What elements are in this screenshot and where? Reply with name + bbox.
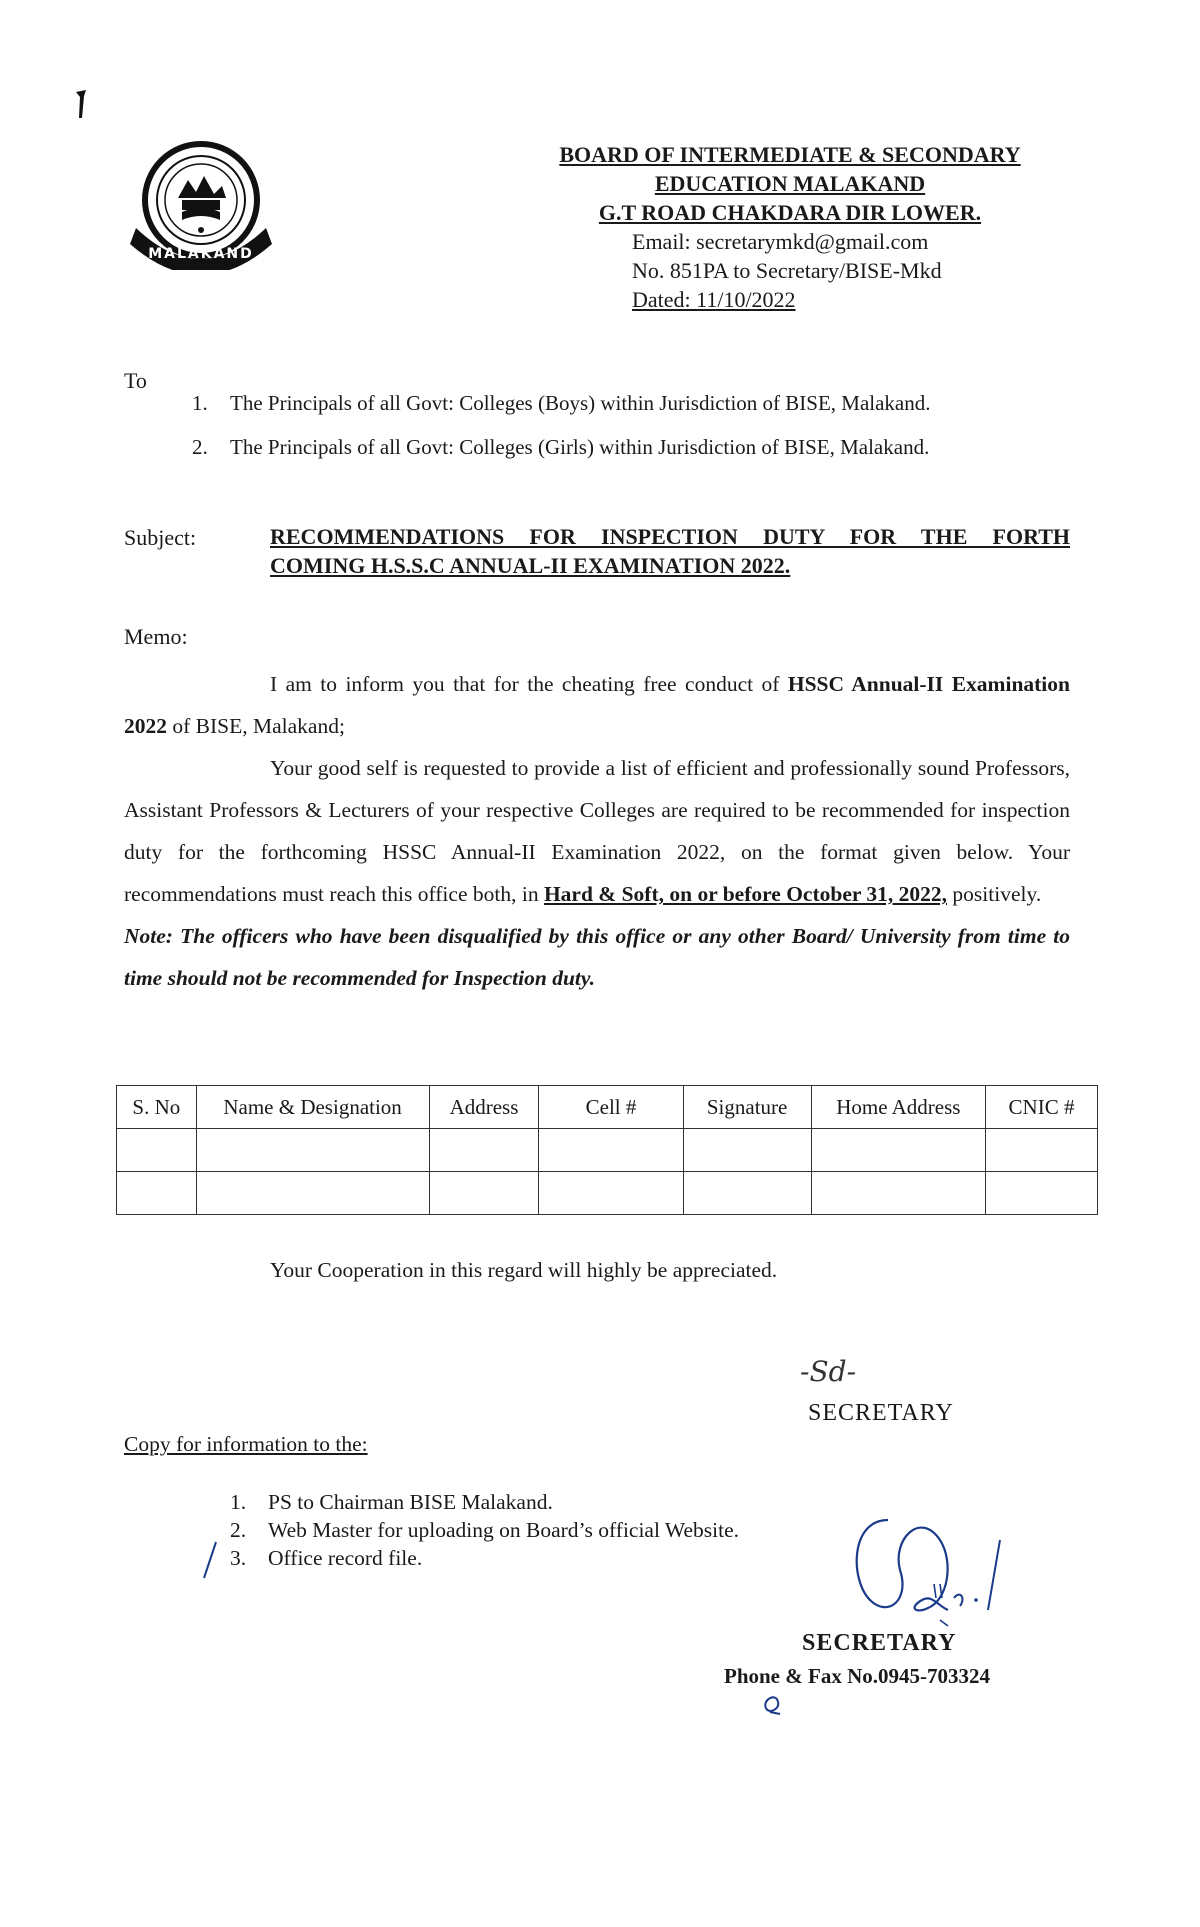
memo-paragraph-1: I am to inform you that for the cheating free conduct of HSSC Annual-II Examination 2022 of BISE, Malakand; — [124, 672, 1070, 738]
to-label: To — [124, 368, 147, 393]
sd-mark: -Sd- — [800, 1355, 857, 1388]
col-header: S. No — [117, 1086, 197, 1129]
list-item: 1. PS to Chairman BISE Malakand. — [230, 1490, 553, 1514]
col-header: CNIC # — [986, 1086, 1098, 1129]
cooperation-line: Your Cooperation in this regard will highly be appreciated. — [270, 1258, 778, 1282]
handwritten-signature-icon — [830, 1480, 1020, 1650]
copy-list — [226, 1488, 846, 1572]
board-address: G.T ROAD CHAKDARA DIR LOWER. — [598, 200, 982, 225]
initial-mark-icon — [760, 1688, 784, 1716]
subject-text: RECOMMENDATIONS FOR INSPECTION DUTY FOR THE FORTH COMING H.S.S.C ANNUAL-II EXAMINATION 2022. — [270, 524, 1070, 578]
reference-number: No. 851PA to Secretary/BISE-Mkd — [632, 258, 942, 283]
table-header-row — [117, 1086, 1098, 1129]
col-header: Home Address — [811, 1086, 985, 1129]
memo-note: Note: The officers who have been disqualified by this office or any other Board/ University from time to time should not be recommended for Inspection duty. — [124, 924, 1070, 990]
addressee-item: 1. The Principals of all Govt: Colleges (Boys) within Jurisdiction of BISE, Malakand. — [192, 391, 931, 415]
subject-label: Subject: — [124, 525, 197, 550]
letterhead — [520, 140, 1060, 314]
board-name-line1: BOARD OF INTERMEDIATE & SECONDARY — [559, 142, 1021, 167]
bise-malakand-seal-icon — [122, 140, 280, 270]
corner-mark-icon — [76, 90, 86, 118]
tick-mark-icon — [200, 1540, 220, 1580]
col-header: Cell # — [539, 1086, 683, 1129]
recommendation-format-table — [116, 1085, 1098, 1215]
list-item: 2. Web Master for uploading on Board’s official Website. — [230, 1518, 740, 1542]
list-item: 3. Office record file. — [230, 1546, 423, 1570]
phone-fax: Phone & Fax No.0945-703324 — [724, 1664, 990, 1688]
col-header: Address — [429, 1086, 539, 1129]
table-row — [117, 1172, 1098, 1215]
addressee-item: 2. The Principals of all Govt: Colleges (Girls) within Jurisdiction of BISE, Malakand. — [192, 435, 930, 459]
letter-date: Dated: 11/10/2022 — [632, 287, 796, 312]
board-email: Email: secretarymkd@gmail.com — [632, 229, 929, 254]
memo-body — [124, 663, 1070, 999]
col-header: Name & Designation — [196, 1086, 429, 1129]
secretary-label-2: SECRETARY — [802, 1630, 957, 1656]
table-row — [117, 1129, 1098, 1172]
copy-heading: Copy for information to the: — [124, 1432, 368, 1456]
secretary-label: SECRETARY — [808, 1400, 954, 1426]
col-header: Signature — [683, 1086, 811, 1129]
svg-text:MALAKAND: MALAKAND — [148, 246, 254, 262]
addressee-list — [190, 388, 1090, 476]
memo-label: Memo: — [124, 624, 188, 649]
memo-paragraph-2: Your good self is requested to provide a list of efficient and professionally sound Professors, Assistant Professors & Lecturers of your respective Colleges are required to be recommended for inspection duty for the forthcoming HSSC Annual-II Examination 2022, on the format given below. Your recommendations must reach this office both, in Hard & Soft, on or before October 31, 2022, positively. — [124, 756, 1070, 906]
board-name-line2: EDUCATION MALAKAND — [654, 171, 926, 196]
